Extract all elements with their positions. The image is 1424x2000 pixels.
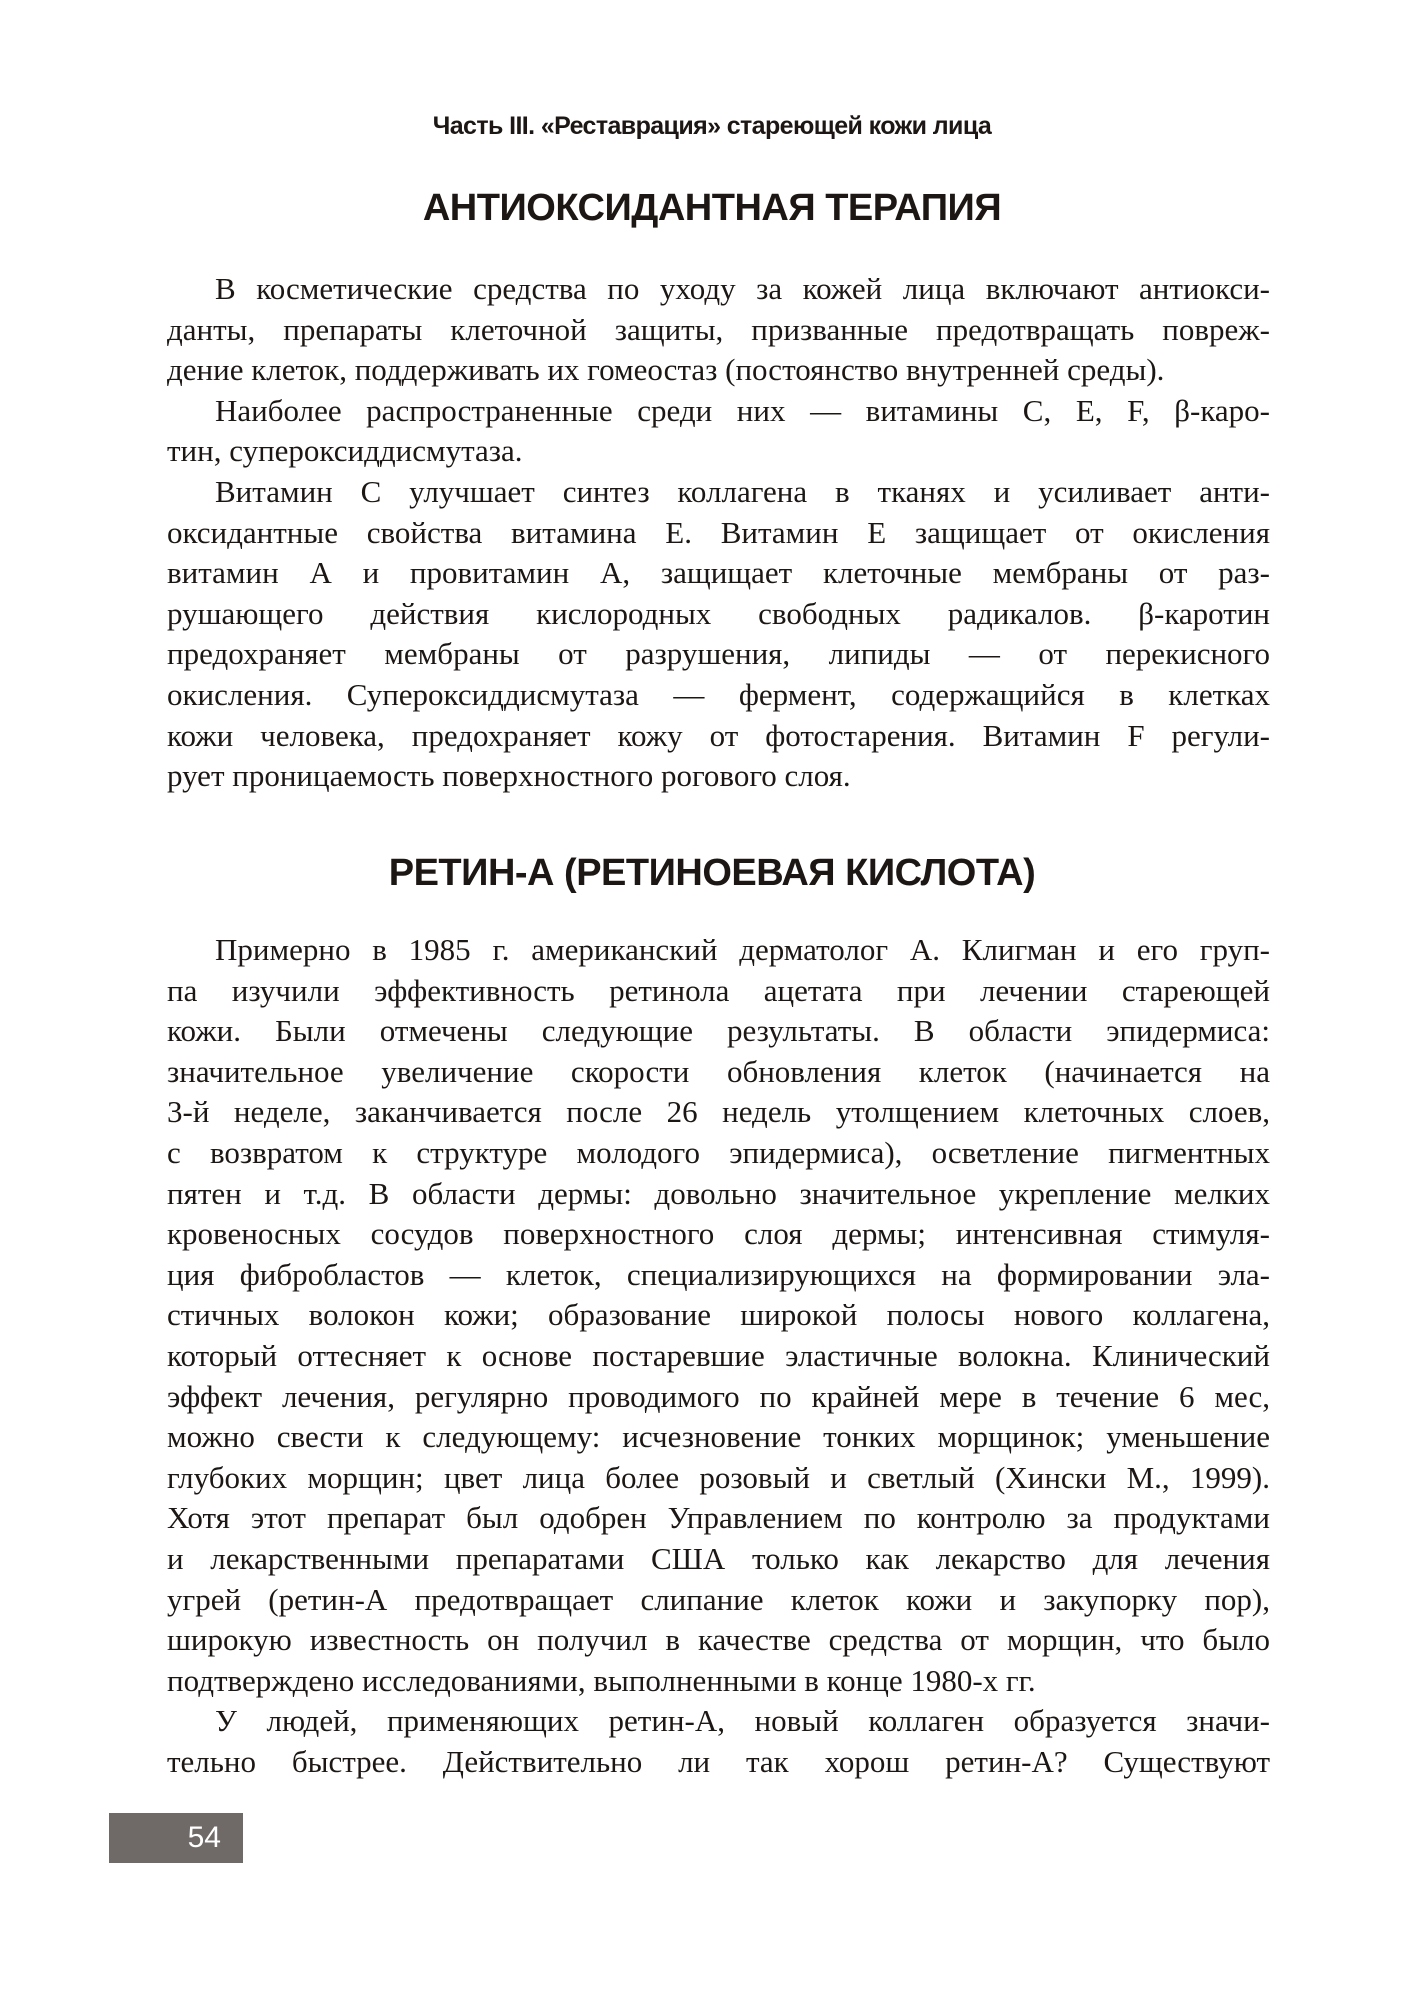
page-number: 54 xyxy=(109,1813,243,1863)
text-line: глубоких морщин; цвет лица более розовый и светлый (Хински М., 1999). xyxy=(167,1459,1270,1495)
text-line: тин, супероксиддисмутаза. xyxy=(167,433,523,469)
text-line: 3-й неделе, заканчивается после 26 недель утолщением клеточных слоев, xyxy=(167,1094,1270,1130)
text-line: данты, препараты клеточной защиты, призванные предотвращать повреж- xyxy=(167,311,1270,347)
text-line: Наиболее распространенные среди них — витамины С, Е, F, β-каро- xyxy=(215,392,1270,428)
text-line: кожи. Были отмечены следующие результаты. В области эпидермиса: xyxy=(167,1013,1270,1049)
text-line: дение клеток, поддерживать их гомеостаз (постоянство внутренней среды). xyxy=(167,352,1165,388)
text-line: подтверждено исследованиями, выполненными в конце 1980-х гг. xyxy=(167,1662,1036,1698)
text-line: с возвратом к структуре молодого эпидермиса), осветление пигментных xyxy=(167,1134,1270,1170)
text-line: Примерно в 1985 г. американский дерматолог А. Клигман и его груп- xyxy=(215,932,1270,967)
text-line: эффект лечения, регулярно проводимого по крайней мере в течение 6 мес, xyxy=(167,1378,1270,1414)
text-line: можно свести к следующему: исчезновение тонких морщинок; уменьшение xyxy=(167,1419,1270,1455)
text-line: тельно быстрее. Действительно ли так хорош ретин-А? Существуют xyxy=(167,1743,1270,1779)
text-line: В косметические средства по уходу за кожей лица включают антиокси- xyxy=(215,271,1270,306)
text-line: значительное увеличение скорости обновления клеток (начинается на xyxy=(167,1053,1270,1089)
text-line: и лекарственными препаратами США только как лекарство для лечения xyxy=(167,1540,1270,1576)
text-line: широкую известность он получил в качестве средства от морщин, что было xyxy=(167,1622,1270,1658)
section-title-retin-a: РЕТИН-А (РЕТИНОЕВАЯ КИСЛОТА) xyxy=(388,852,1036,894)
text-line: предохраняет мембраны от разрушения, липиды — от перекисного xyxy=(167,636,1270,672)
text-line: оксидантные свойства витамина Е. Витамин Е защищает от окисления xyxy=(167,514,1270,550)
text-line: рует проницаемость поверхностного рогового слоя. xyxy=(167,758,851,794)
running-head: Часть III. «Реставрация» стареющей кожи лица xyxy=(432,112,992,140)
text-line: угрей (ретин-А предотвращает слипание клеток кожи и закупорку пор), xyxy=(167,1581,1270,1617)
text-line: У людей, применяющих ретин-А, новый коллаген образуется значи- xyxy=(215,1703,1270,1739)
text-line: па изучили эффективность ретинола ацетата при лечении стареющей xyxy=(167,972,1270,1008)
text-line: рушающего действия кислородных свободных радикалов. β-каротин xyxy=(167,595,1270,631)
text-line: Витамин С улучшает синтез коллагена в тканях и усиливает анти- xyxy=(215,473,1270,509)
section-body-antioxidant xyxy=(167,269,1270,797)
text-line: кровеносных сосудов поверхностного слоя дермы; интенсивная стимуля- xyxy=(167,1216,1270,1252)
text-line: пятен и т.д. В области дермы: довольно значительное укрепление мелких xyxy=(167,1175,1270,1211)
text-line: кожи человека, предохраняет кожу от фотостарения. Витамин F регули- xyxy=(167,717,1270,753)
text-line: который оттесняет к основе постаревшие эластичные волокна. Клинический xyxy=(167,1337,1270,1373)
text-line: витамин А и провитамин А, защищает клеточные мембраны от раз- xyxy=(167,555,1270,591)
text-line: окисления. Супероксиддисмутаза — фермент, содержащийся в клетках xyxy=(167,676,1270,712)
text-line: стичных волокон кожи; образование широкой полосы нового коллагена, xyxy=(167,1297,1270,1333)
section-title-antioxidant: АНТИОКСИДАНТНАЯ ТЕРАПИЯ xyxy=(422,187,1002,229)
text-line: ция фибробластов — клеток, специализирующихся на формировании эла- xyxy=(167,1256,1270,1292)
section-body-retin-a xyxy=(167,930,1270,1782)
text-line: Хотя этот препарат был одобрен Управлением по контролю за продуктами xyxy=(167,1500,1270,1536)
